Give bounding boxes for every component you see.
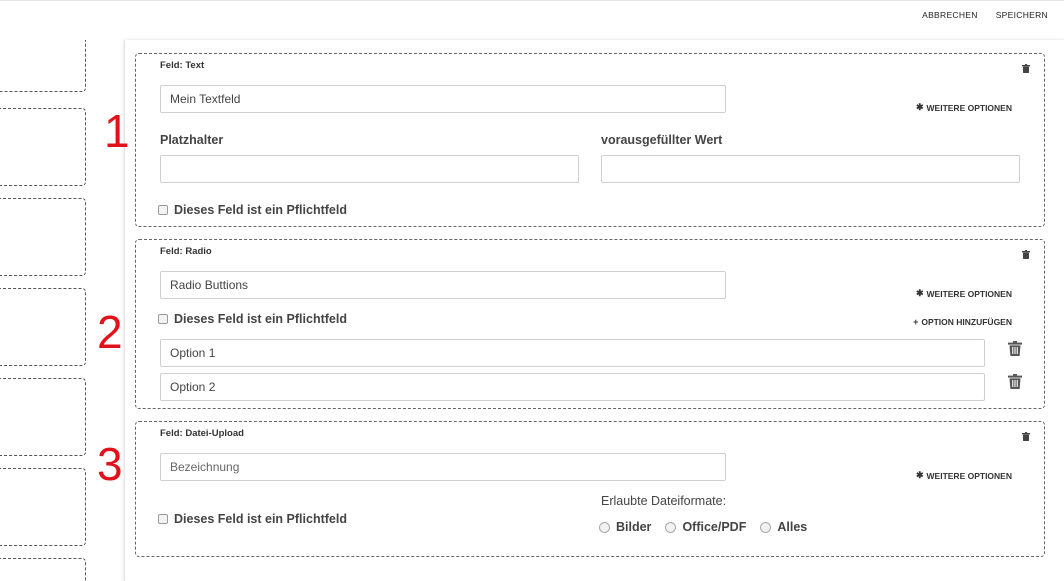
left-field-slot[interactable]: [0, 40, 86, 92]
annotation-number: 2: [97, 306, 123, 358]
left-field-slot[interactable]: [0, 108, 86, 186]
radio-option-input[interactable]: Option 1: [160, 339, 985, 367]
top-divider: [0, 0, 1064, 1]
format-label: Bilder: [616, 520, 652, 534]
more-options-label: WEITERE OPTIONEN: [926, 288, 1012, 299]
required-label: Dieses Feld ist ein Pflichtfeld: [174, 312, 347, 326]
text-field-card: [135, 53, 1045, 227]
more-options-button[interactable]: [916, 102, 1012, 113]
file-formats-label: Erlaubte Dateiformate:: [601, 494, 727, 508]
left-field-slot[interactable]: [0, 558, 86, 581]
radio-option-input[interactable]: Option 2: [160, 373, 985, 401]
format-radio-office-pdf[interactable]: [665, 520, 746, 534]
radio-field-card: [135, 239, 1045, 409]
required-checkbox[interactable]: [158, 514, 168, 524]
field-name-input[interactable]: Bezeichnung: [160, 453, 726, 481]
format-label: Office/PDF: [682, 520, 747, 534]
trash-icon[interactable]: [1022, 250, 1030, 259]
trash-icon[interactable]: [1008, 341, 1022, 356]
required-checkbox[interactable]: [158, 314, 168, 324]
left-field-slot[interactable]: [0, 378, 86, 456]
more-options-label: WEITERE OPTIONEN: [926, 470, 1012, 481]
radio-circle[interactable]: [665, 522, 676, 533]
required-checkbox-row[interactable]: [158, 512, 347, 526]
placeholder-label: Platzhalter: [160, 133, 224, 147]
prefilled-value-input[interactable]: [601, 155, 1020, 183]
cancel-button[interactable]: ABBRECHEN: [922, 10, 978, 20]
required-checkbox-row[interactable]: [158, 203, 347, 217]
radio-circle[interactable]: [599, 522, 610, 533]
radio-circle[interactable]: [760, 522, 771, 533]
upload-field-card: [135, 421, 1045, 557]
top-action-bar: [922, 10, 1048, 20]
required-label: Dieses Feld ist ein Pflichtfeld: [174, 512, 347, 526]
prefilled-value-label: vorausgefüllter Wert: [601, 133, 723, 147]
left-field-slot[interactable]: [0, 198, 86, 276]
required-checkbox-row[interactable]: [158, 312, 347, 326]
gear-icon: ✱: [915, 470, 924, 480]
left-field-slot[interactable]: [0, 288, 86, 366]
format-radio-images[interactable]: [599, 520, 651, 534]
save-button[interactable]: SPEICHERN: [995, 10, 1048, 20]
add-option-button[interactable]: [913, 317, 1012, 327]
more-options-label: WEITERE OPTIONEN: [926, 102, 1012, 113]
more-options-button[interactable]: [916, 288, 1012, 299]
annotation-number: 3: [97, 438, 123, 490]
trash-icon[interactable]: [1022, 432, 1030, 441]
add-option-label: OPTION HINZUFÜGEN: [921, 317, 1012, 327]
format-label: Alles: [777, 520, 808, 534]
field-title: Feld: Text: [160, 60, 205, 71]
field-title: Feld: Radio: [160, 246, 212, 257]
trash-icon[interactable]: [1022, 64, 1030, 73]
placeholder-input[interactable]: [160, 155, 579, 183]
file-format-radio-group: [599, 520, 821, 534]
annotation-number: 1: [104, 105, 130, 157]
required-label: Dieses Feld ist ein Pflichtfeld: [174, 203, 347, 217]
left-field-slot[interactable]: [0, 468, 86, 546]
field-name-input[interactable]: Radio Buttions: [160, 271, 726, 299]
required-checkbox[interactable]: [158, 205, 168, 215]
field-title: Feld: Datei-Upload: [160, 428, 244, 439]
gear-icon: ✱: [915, 288, 924, 298]
left-field-list: [0, 40, 88, 581]
field-name-input[interactable]: Mein Textfeld: [160, 85, 726, 113]
format-radio-all[interactable]: [760, 520, 807, 534]
plus-icon: +: [913, 317, 919, 327]
more-options-button[interactable]: [916, 470, 1012, 481]
gear-icon: ✱: [915, 102, 924, 112]
trash-icon[interactable]: [1008, 374, 1022, 389]
